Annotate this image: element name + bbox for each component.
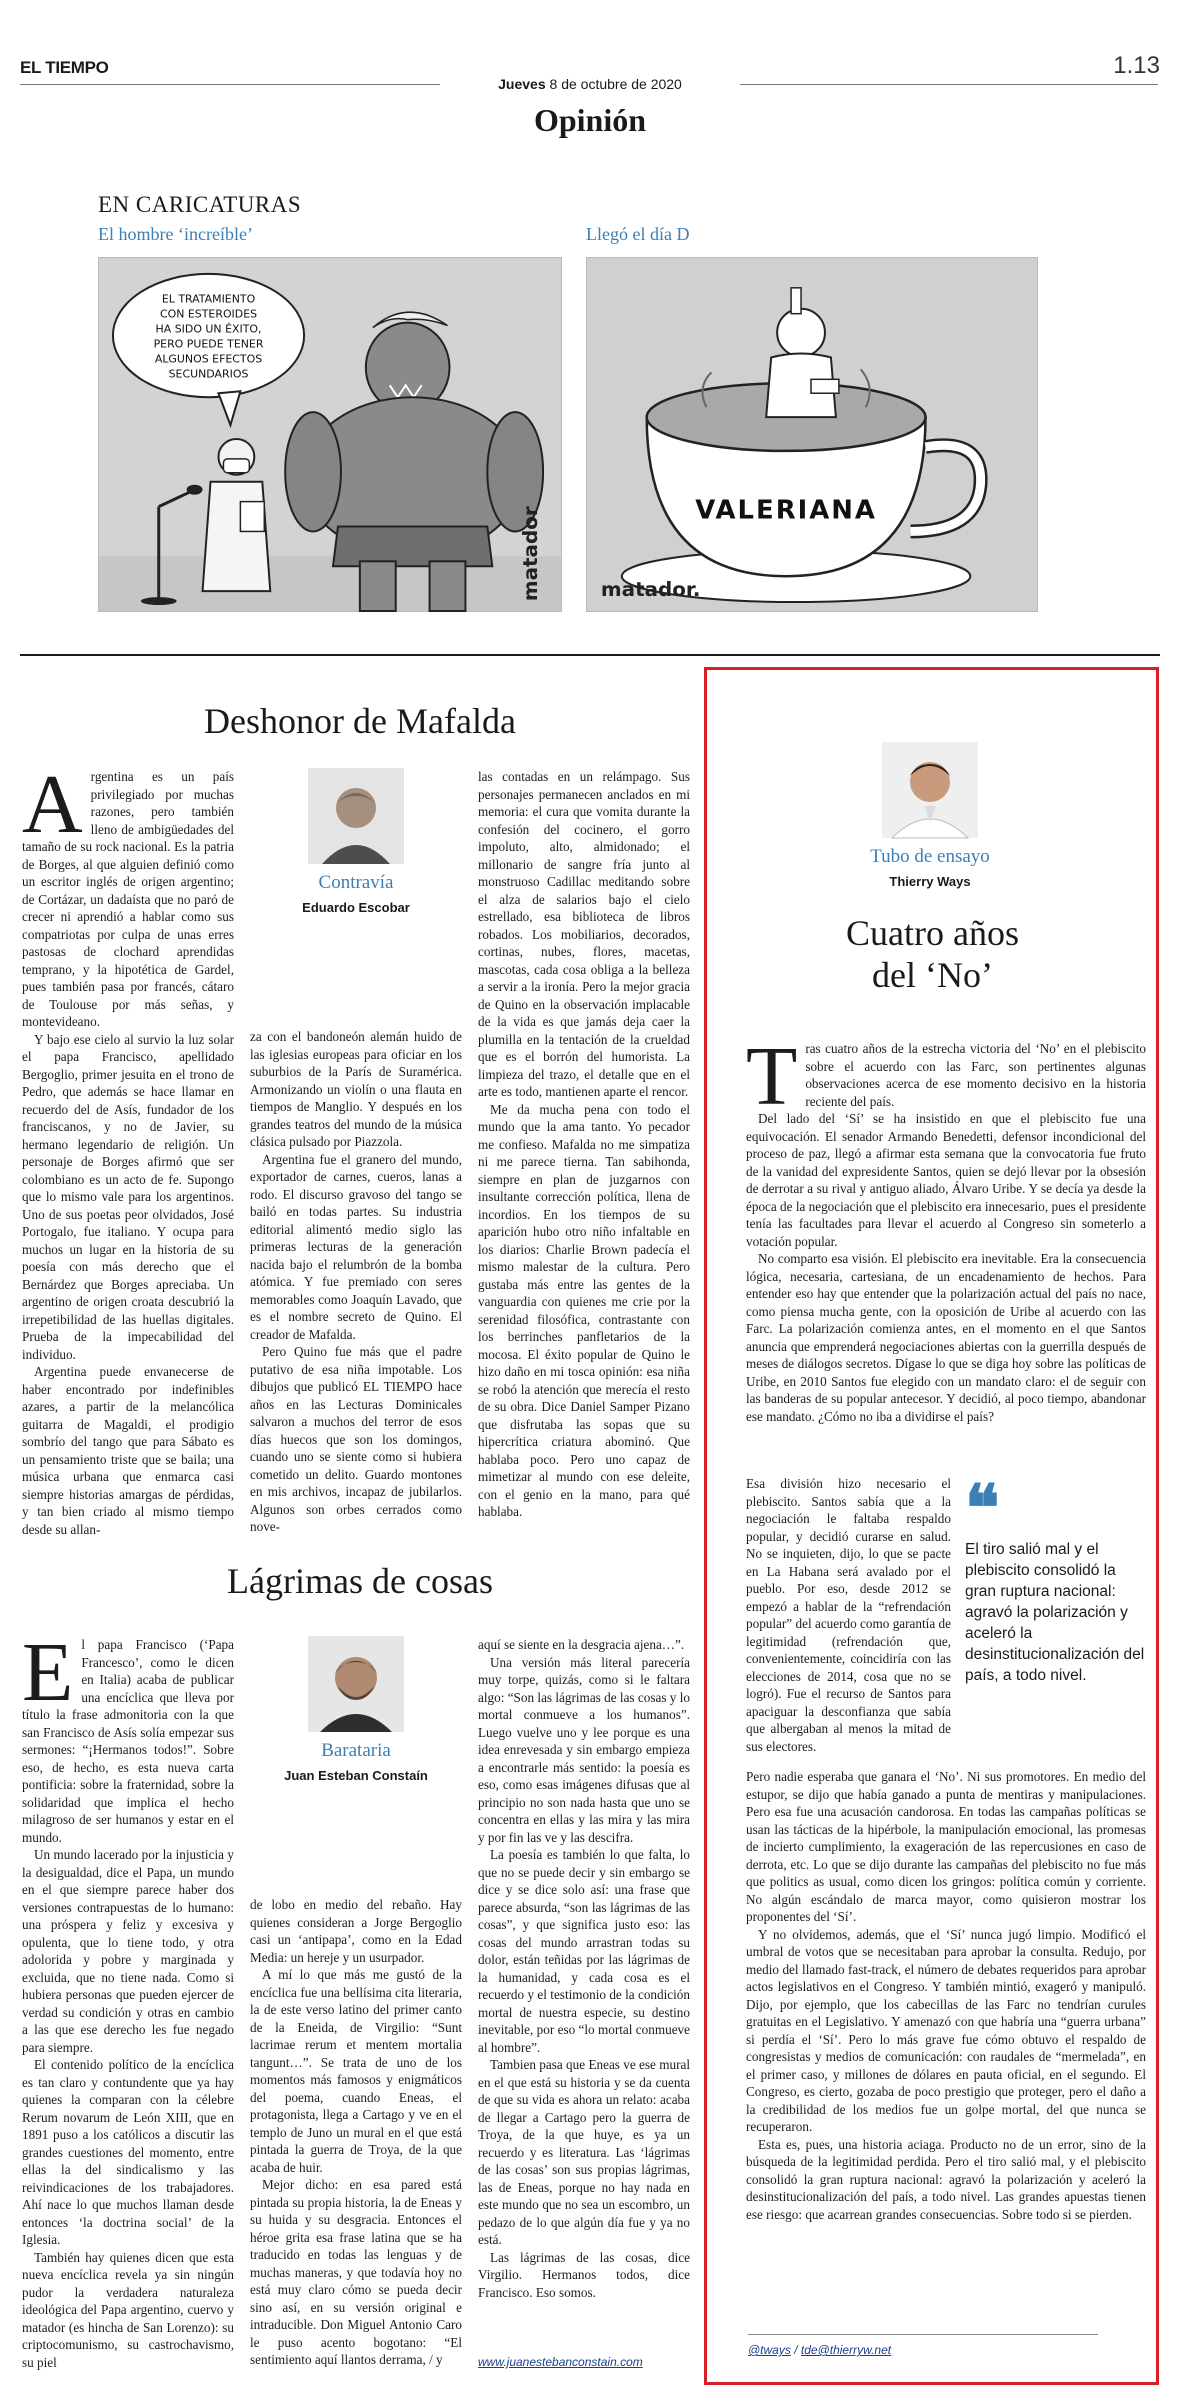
article-column [478,768,690,1532]
cartoon-right-caption: Llegó el día D [586,224,690,244]
paragraph: Las lágrimas de las cosas, dice Virgilio. Hermanos todos, dice Francisco. Eso somos. [478,2249,690,2300]
paragraph: Me da mucha pena con todo el mundo que la ama tanto. Yo pecador me confieso. Mafalda no me simpatiza ni me parece tierna. Tan sabihonda, siempre en plan de juzgarnos con insultante corrección política, llena de incordios. En los tiempos de su aparición hubo otro niño infaltable en los diarios: Charlie Brown padecía el mismo malestar de la cultura. Pero gustaba más entre las gentes de la vanguardia con quienes me crie por la serenidad filosófica, contrastante con los berrinches panfletarios de la mocosa. El éxito popular de Quino le hizo daño en mi tosca opinión: esa niña se robó la atención que merecía el resto de su obra. Dice Daniel Samper Pizano que disfrutaba las sopas que su hipercrítica criatura abominó. Que hablaba poco. Pero uno capaz de mimetizar al mundo con ese deleite, con el genio en la mano, para qué hablaba. [478,1101,690,1519]
balloon-line: SECUNDARIOS [168,367,249,381]
author-portrait [308,1636,404,1732]
paragraph: El contenido político de la encíclica es tan claro y contundente que ya hay quienes la comparan con la célebre Rerum novarum de León XIII, que en 1891 puso a los católicos a discutir las grandes cuestiones del momento, entre ellas la del sindicalismo y las reivindicaciones de los trabajadores. Ahí nace lo que muchos llaman desde entonces ‘la doctrina social’ de la Iglesia. [22,2057,234,2247]
paragraph: l papa Francisco (‘Papa Francesco’, como le dicen en Italia) acaba de publicar una encíclica que lleva por título la frase admonitoria con la que san Francisco de Asís solía empezar sus sermones: “¡Hermanos todos!”. Sobre eso, de hecho, es esta nueva carta pontificia: sobre la fraternidad, sobre la solidaridad que implica el hecho milagroso de ser humanos y estar en el mundo. [22,1637,234,1845]
email-link[interactable]: tde@thierryw.net [800,2343,892,2357]
article-column [746,1768,1146,2328]
paragraph: Pero nadie esperaba que ganara el ‘No’. Ni sus promotores. En medio del estupor, se dijo que había ganado a punta de mentiras y manipulaciones. Pero esa fue una acusación candorosa. En todas las campañas políticas se usan las tácticas de la hipérbole, la manipulación emocional, las promesas de incierto cumplimiento, la exageración de las repercusiones en caso de derrota, etc. Lo que se dijo durante las campañas del plebiscito no fue más que politics as usual, como dicen los gringos: política común y corriente. No algún escándalo de marca mayor, como quisieron mostrar los proponentes del ‘Sí’. [746,1769,1146,1924]
section-divider [20,654,1160,656]
section-title: Opinión [533,102,647,138]
paragraph: Tambien pasa que Eneas ve ese mural en el que está su historia y se da cuenta de que su vida es ahora un relato: acaba de llegar a Cartago pero la guerra de Troya, de la que huye, es ya un recuerdo y es literatura. Las ‘lágrimas de las cosas’ son sus propias lágrimas, las de Eneas, porque no hay nada en este mundo que no sea un escombro, un pedazo de lo que algún día fue y ya no está. [478,2057,690,2247]
quote-icon: ❝ [965,1471,994,1546]
article-column [746,1475,951,1765]
paragraph: Esta es, pues, una historia aciaga. Producto no de un error, sino de la búsqueda de la legitimidad perdida. Pero el tiro salió mal, y el plebiscito consolidó la gran ruptura nacional: agravó la polarización y aceleró la desinstitucionalización del país, a todo nivel. Las grandes apuestas tienen ese riesgo: que acarrean grandes consecuencias. Sobre todo si se pierden. [746,2136,1146,2222]
cartoon-signature: matador. [600,578,701,602]
cartoon-left-caption: El hombre ‘increíble’ [98,224,253,244]
paragraph: No comparto esa visión. El plebiscito era inevitable. Era la consecuencia lógica, necesaria, cartesiana, de un encadenamiento de hechos. Para entender eso hay que entender que la polarización actual del país no nace, como piensa mucha gente, con la oposición de Uribe al acuerdo con las Farc. La polarización comienza antes, en el momento en el que Santos anuncia que emprenderá negociaciones abiertas con la guerrilla después de meses de diálogos secretos. Dígase lo que se diga hoy sobre las políticas de Uribe, en 2010 Santos fue elegido con un mandato claro: el de seguir con las banderas de su popular antecesor. Y decidió, al poco tiempo, abandonar ese mandato. ¿Cómo no iba a dividirse el país? [746,1251,1146,1424]
cartoons-title: EN CARICATURAS [98,192,302,217]
footer-rule [748,2334,1098,2335]
dropcap: E [22,1626,74,1719]
headline-line: Cuatro años [846,913,1019,953]
paragraph: ras cuatro años de la estrecha victoria del ‘No’ en el plebiscito sobre el acuerdo con las Farc, son pertinentes algunas observaciones acerca de ese momento decisivo en la historia reciente del país. [805,1041,1146,1109]
cartoon-right-image [586,257,1038,612]
paragraph: A mí lo que más me gustó de la encíclica fue una bellísima cita literaria, la de este verso latino del primer canto de la Eneida, de Virgilio: “Sunt lacrimae rerum et mentem mortalia tangunt…”. Se trata de uno de los momentos más famosos y enigmáticos del poema, cuando Eneas, el protagonista, llega a Cartago y ve en el templo de Juno un mural en el que está pintada la guerra de Troya, de la que acaba de huir. [250,1967,462,2175]
article-column [478,1636,690,2348]
article-column [250,1028,462,1532]
author-website-link[interactable]: www.juanestebanconstain.com [478,2355,643,2369]
dropcap: T [746,1030,798,1123]
balloon-line: EL TRATAMIENTO [161,292,256,306]
paragraph: Y no olvidemos, además, que el ‘Sí’ nunca jugó limpio. Modificó el umbral de votos que se necesitaban para aprobar la consulta. Redujo, por medio del llamado fast-track, el número de debates requeridos para aprobar actos legislativos en el Congreso. Y también mintió, exageró y manipuló. Dijo, por ejemplo, que los cabecillas de las Farc no tendrían curules gratuitas en el Legislativo. Y amenazó con que habría una “guerra urbana” si perdía el ‘Sí’. Pero lo más grave fue cómo obtuvo el respaldo de congresistas y medios de comunicación: con raudales de “mermelada”, en el primer caso, y millones de dólares en pauta oficial, en el segundo. El Congreso, es cierto, gozaba de poco prestigio que proteger, pero el daño a la credibilidad de los medios fue un golpe mortal, del que nunca se recuperaron. [746,1926,1146,2134]
paragraph: de lobo en medio del rebaño. Hay quienes consideran a Jorge Bergoglio casi un ‘antipapa’, como en la Edad Media: un hereje y un usurpador. [250,1897,462,1965]
cup-label: VALERIANA [695,495,877,526]
date: 8 de octubre de 2020 [549,76,682,92]
article-column [22,758,234,1537]
article-headline: Deshonor de Mafalda [204,701,516,741]
paragraph: aquí se siente en la desgracia ajena…”. [478,1637,685,1652]
paragraph: rgentina es un país privilegiado por muchas razones, pero también lleno de ambigüedades del tamaño de su rock nacional. Es la patria de Borges, al que alguien definió como un escritor inglés de origen argentino; de Cortázar, un dadaísta que no paró de crecer ni aprendió a hablar como sus compatriotas por culpa de unas erres pastosas de clochard aprendidas temprano, y la hipotética de Gardel, pues también pasa por francés, cátaro de Toulouse por más señas, y montevideano. [22,769,234,1029]
balloon-line: PERO PUEDE TENER [153,337,264,351]
balloon-line: CON ESTEROIDES [159,307,258,321]
dropcap: A [22,758,83,851]
paragraph: La poesía es también lo que falta, lo que no se puede decir y sin embargo se dice y se dice solo así: una frase que parece absurda, “son las lágrimas de las cosas”, y que significa justo eso: las cosas del mundo arrastran todas su dolor, están teñidas por las lágrimas de la humanidad, y cada cosa es el recuerdo y el testimonio de la condición mortal de nuestra especie, su destino inevitable, por eso “lo mortal conmueve al hombre”. [478,1847,690,2055]
column-name: Tubo de ensayo [870,846,990,867]
author-name: Eduardo Escobar [302,900,410,915]
author-portrait [882,742,978,838]
article-column [250,1896,462,2367]
author-block [250,768,462,915]
article-headline: Lágrimas de cosas [227,1561,493,1601]
column-name: Contravía [318,872,394,893]
author-contact: @tways / tde@thierryw.net [748,2343,892,2357]
article-headline [720,912,1145,996]
article-column [746,1030,1146,1472]
author-block [800,742,1060,889]
cartoon-signature: matador [519,506,543,602]
paragraph: za con el bandoneón alemán huido de las iglesias europeas para oficiar en los suburbios de la París de Suramérica. Armonizando un violín o una flauta en tiempos de Manglio. Y después en los grandes teatros del mundo de la música clásica pulsado por Piazzola. [250,1029,462,1149]
paragraph: Pero Quino fue más que el padre putativo de esa niña impotable. Los dibujos que publicó EL TIEMPO hace años en las Lecturas Dominicales salvaron a muchos del terror de esos días huecos que son los domingos, cuando uno se siente como si hubiera cometido un delito. Guardo montones en mis archivos, incapaz de jubilarlos. Algunos son orbes cerrados como nove- [250,1344,462,1534]
paragraph: Un mundo lacerado por la injusticia y la desigualdad, dice el Papa, un mundo en el que siempre parece haber dos versiones contrapuestas de lo humano: una próspera y feliz y excesiva y opulenta, que lo tiene todo, y otra adolorida y pobre y marginada y excluida, que no tiene nada. Como si hubiera personas que pueden ejercer de verdad su condición y otras en cambio a las que ese derecho les fue negado para siempre. [22,1847,234,2055]
headline-line: del ‘No’ [872,955,993,995]
column-name: Barataria [321,1740,391,1761]
paragraph: Mejor dicho: en esa pared está pintada su propia historia, la de Eneas y su huida y su desgracia. Entonces el héroe grita esa frase latina que se ha traducido en todas las lenguas y de muchas maneras, y que todavía hoy no está muy claro cómo se pueda decir sino así, en su versión original e intraducible. Don Miguel Antonio Caro le puso acento bogotano: “El sentimiento aquí llantos derrama, / y [250,2177,462,2367]
paragraph: Esa división hizo necesario el plebiscito. Santos sabía que a la negociación le faltaba respaldo popular, y decidió curarse en salud. No se inquieten, dijo, lo que se pacte en La Habana será avalado por el pueblo. Por eso, desde 2012 se empezó a hablar de la “refrendación popular” del acuerdo como garantía de legitimidad (refrendación que, convenientemente, coincidiría con las elecciones de 2014, cosa que no se logró). Fue el recurso de Santos para apaciguar la desconfianza que sabía que albergaban al menos la mitad de sus electores. [746,1476,951,1754]
author-name: Juan Esteban Constaín [284,1768,428,1783]
date-line [0,76,1180,92]
cartoon-left-image [98,257,562,612]
paragraph: Argentina puede envanecerse de haber encontrado por indefinibles azares, a partir de la melancólica guitarra de Magaldi, el prodigio sombrío del tango que para Sábato es un pensamiento triste que se baila; una música urbana que enmarca casi siempre historias amargas de pérdidas, y tan bien criado al mismo tiempo desde su allan- [22,1364,234,1537]
pull-quote [965,1471,1145,1686]
author-block [250,1636,462,1783]
paragraph: Argentina fue el granero del mundo, exportador de carnes, cueros, lanas a rodo. El discurso gravoso del tango se bailó en todas partes. Su industria editorial alimentó medio siglo las primeras lecturas de la generación nacida bajo el relumbrón de la bomba atómica. Y fue premiado con seres memorables como Joaquín Lavado, que es el nombre secreto de Quino. El creador de Mafalda. [250,1151,462,1342]
pull-quote-text: El tiro salió mal y el plebiscito consolidó la gran ruptura nacional: agravó la polarización y aceleró la desinstitucionalización del país, a todo nivel. [965,1541,1145,1684]
paragraph: Una versión más literal parecería muy torpe, quizás, como si le faltara algo: “Son las lágrimas de las cosas y lo mortal conmueve a los humanos”. Luego vuelve uno y lee porque es una idea enrevesada y sin embargo empieza a encontrarle más sentido: la poesía es eso, como esas imágenes difusas que al principio no son nada hasta que uno se concentra en ellas y las mira y las mira y por fin las ve y las descifra. [478,1654,690,1845]
paragraph: las contadas en un relámpago. Sus personajes permanecen anclados en mi memoria: el cura que vomita durante la confesión del cocinero, el gorro impoluto, alto, almidonado; el millonario de sangre fría junto al monstruoso Cadillac meditando sobre el alza de salarios bajo el cielo estrellado, esa biblioteca de libros robados. Los mobiliarios, decorados, cortinas, nubes, flores, macetas, mascotas, cada cosa obliga a la belleza a servir a la ironía. Pero la mejor gracia de Quino en la observación implacable de la vida es que jamás deja caer la plumilla en la tentación de la crueldad que es el borrón del humorista. La limpieza del trazo, el detalle que en el arte es todo, mantienen aparte el rencor. [478,769,690,1099]
weekday: Jueves [498,76,546,92]
author-portrait [308,768,404,864]
author-name: Thierry Ways [889,874,971,889]
paragraph: Del lado del ‘Sí’ se ha insistido en que el plebiscito fue una equivocación. El senador Armando Benedetti, defensor incondicional del proceso de paz, llegó a afirmar esta semana que la convocatoria fue fruto de la vanidad del expresidente Santos, quien se dejó llevar por la obsesión de derrotar a su rival y antiguo aliado, Álvaro Uribe. Y se decía ya desde la época de la negociación que el plebiscito era innecesario, pues el presidente tenía las facultades para llevar el acuerdo al Congreso sin someterlo a votación popular. [746,1111,1146,1249]
paragraph: También hay quienes dicen que esta nueva encíclica revela ya sin ningún pudor la verdadera naturaleza ideológica del Papa argentino, cuervo y matador (es hincha de San Lorenzo): su criptocomunismo, su castrochavismo, su piel [22,2249,234,2370]
twitter-handle-link[interactable]: @tways [748,2343,791,2357]
balloon-line: ALGUNOS EFECTOS [154,352,263,366]
balloon-line: HA SIDO UN ÉXITO, [155,322,262,336]
article-column [22,1626,234,2370]
paragraph: Y bajo ese cielo al survio la luz solar el papa Francisco, apellidado Bergoglio, primer jesuita en el trono de Pedro, que además se hace llamar en recuerdo del de Asís, fundador de los franciscanos, y no de Javier, su hermano legendario de religión. Un personaje de Borges afirmó que ser colombiano es un acto de fe. Supongo que lo mismo vale para los argentinos. Uno de sus poetas peor olvidados, José Portogalo, fue italiano. Y ocupa para muchos un lugar en la historia de su poesía con más derecho que el Bernárdez que Borges apreciaba. Un argentino de origen croata descubrió la irrepetibilidad de las huellas digitales. Prueba de la impecabilidad del individuo. [22,1031,234,1362]
masthead-logo: EL TIEMPO [20,58,109,77]
page-number: 1.13 [1113,52,1160,79]
